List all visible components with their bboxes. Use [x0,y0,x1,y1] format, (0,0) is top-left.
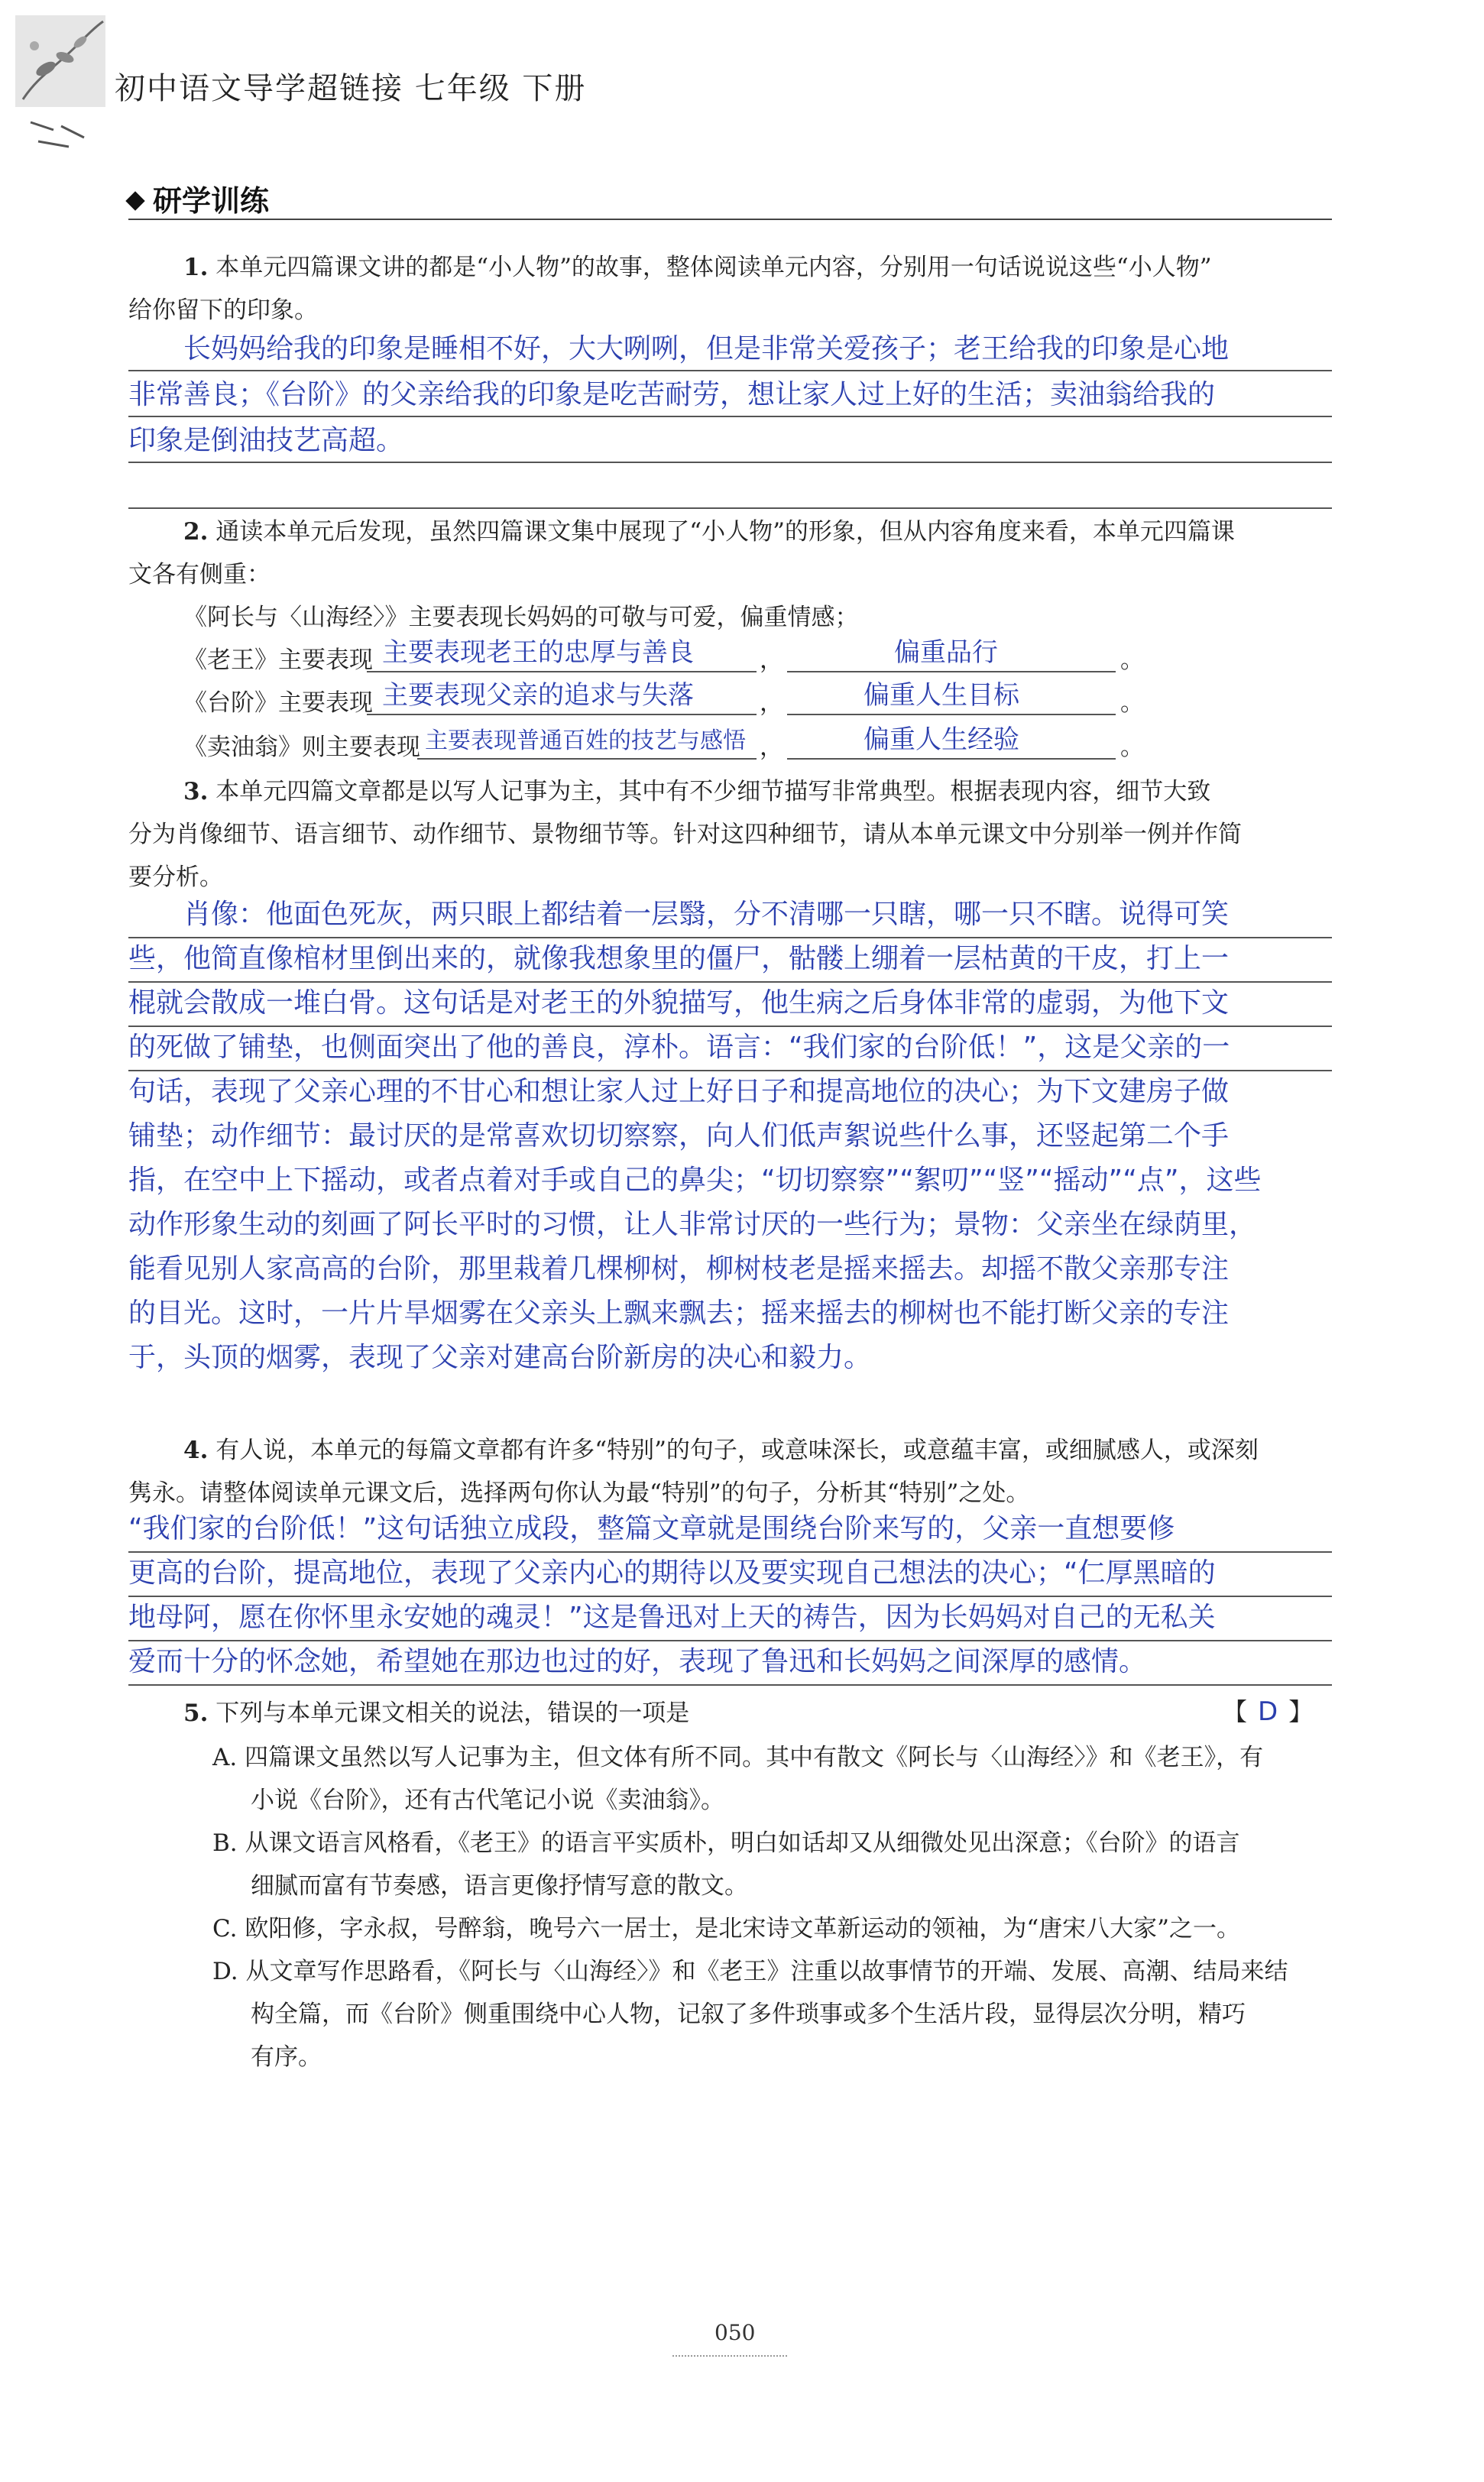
question-4-cont: 隽永。请整体阅读单元课文后，选择两句你认为最“特别”的句子，分析其“特别”之处。 [128,1479,1030,1507]
question-text: 通读本单元后发现，虽然四篇课文集中展现了“小人物”的形象，但从内容角度来看，本单元四篇课 [215,518,1235,546]
answer-3-line: 些，他简直像棺材里倒出来的，就像我想象里的僵尸，骷髅上绷着一层枯黄的干皮，打上一 [128,943,1230,974]
period: 。 [1120,734,1144,761]
answer-1-line-2: 非常善良；《台阶》的父亲给我的印象是吃苦耐劳，想让家人过上好的生活；卖油翁给我的 [128,379,1216,410]
blank-line [787,758,1116,760]
option-d [212,1950,1288,1993]
option-d-cont: 构全篇，而《台阶》侧重围绕中心人物，记叙了多件琐事或多个生活片段，显得层次分明，精巧 [251,2001,1246,2028]
option-text: 四篇课文虽然以写人记事为主，但文体有所不同。其中有散文《阿长与〈山海经〉》和《老王》，有 [245,1744,1264,1771]
answer-5: D [1258,1696,1278,1727]
option-b [212,1822,1240,1865]
q2-row-prefix: 《台阶》主要表现 [183,689,373,717]
answer-3-line: 的死做了铺垫，也侧面突出了他的善良，淳朴。语言：“我们家的台阶低！”，这是父亲的一 [128,1032,1230,1063]
option-label: B. [212,1829,238,1857]
option-text: 从文章写作思路看，《阿长与〈山海经〉》和《老王》注重以故事情节的开端、发展、高潮、结局来结 [245,1958,1288,1985]
question-1 [183,246,1330,289]
period: 。 [1120,646,1144,674]
diamond-icon [125,191,144,210]
bracket-open: 【 [1223,1697,1248,1726]
answer-3-line: 棍就会散成一堆白骨。这句话是对老王的外貌描写，他生病之后身体非常的虚弱，为他下文 [128,987,1230,1019]
question-2-cont: 文各有侧重： [128,561,271,588]
bracket-close: 】 [1288,1697,1314,1726]
q2-row-answer-a: 主要表现老王的忠厚与善良 [382,637,694,668]
q2-row-answer-b: 偏重品行 [894,637,998,668]
option-text: 从课文语言风格看，《老王》的语言平实质朴，明白如话却又从细微处见出深意；《台阶》的语言 [245,1829,1240,1857]
option-text: 欧阳修，字永叔，号醉翁，晚号六一居士，是北宋诗文革新运动的领袖，为“唐宋八大家”之一。 [245,1915,1241,1943]
blank-line [787,714,1116,715]
answer-line [128,1026,1332,1027]
q2-row-answer-b: 偏重人生目标 [864,680,1019,711]
q2-row-answer-b: 偏重人生经验 [864,724,1019,755]
question-3-cont: 要分析。 [128,864,223,891]
answer-line [128,462,1332,463]
question-text: 本单元四篇文章都是以写人记事为主，其中有不少细节描写非常典型。根据表现内容，细节大致 [215,778,1211,805]
blank-line [417,758,757,760]
option-a-cont: 小说《台阶》，还有古代笔记小说《卖油翁》。 [251,1787,724,1814]
question-1-cont: 给你留下的印象。 [128,296,318,324]
period: 。 [1120,689,1144,717]
answer-1-line-3: 印象是倒油技艺高超。 [128,425,404,456]
answer-line [128,1596,1332,1597]
page-number: 050 [714,2320,756,2345]
blank-line [787,671,1116,672]
option-b-cont: 细腻而富有节奏感，语言更像抒情写意的散文。 [251,1872,748,1900]
page-number-underline [672,2355,787,2357]
question-text: 有人说，本单元的每篇文章都有许多“特别”的句子，或意味深长，或意蕴丰富，或细腻感人，或深刻 [215,1437,1259,1464]
answer-line [128,370,1332,371]
answer-line [128,507,1332,509]
question-number: 2. [183,518,209,546]
answer-3-line: 铺垫；动作细节：最讨厌的是常喜欢切切察察，向人们低声絮说些什么事，还竖起第二个手 [128,1120,1230,1152]
answer-4-line: 爱而十分的怀念她，希望她在那边也过的好，表现了鲁迅和长妈妈之间深厚的感情。 [128,1646,1147,1677]
answer-line [128,1551,1332,1553]
option-label: C. [212,1915,238,1943]
option-c [212,1907,1240,1950]
question-number: 4. [183,1437,209,1464]
comma: ， [760,689,783,717]
question-4 [183,1429,1330,1472]
answer-3-line: 动作形象生动的刻画了阿长平时的习惯，让人非常讨厌的一些行为；景物：父亲坐在绿荫里， [128,1209,1257,1240]
answer-line [128,1684,1332,1686]
answer-4-line: “我们家的台阶低！”这句话独立成段，整篇文章就是围绕台阶来写的，父亲一直想要修 [128,1513,1175,1544]
question-3-cont: 分为肖像细节、语言细节、动作细节、景物细节等。针对这四种细节，请从本单元课文中分别举一例并作简 [128,821,1242,848]
answer-bracket [1223,1690,1313,1733]
question-5 [183,1692,1100,1735]
answer-3-line: 肖像：他面色死灰，两只眼上都结着一层翳，分不清哪一只瞎，哪一只不瞎。说得可笑 [183,899,1230,930]
blank-line [367,671,757,672]
answer-line [128,416,1332,417]
question-2-line: 《阿长与〈山海经〉》主要表现长妈妈的可敬与可爱，偏重情感； [183,604,859,631]
option-d-cont: 有序。 [251,2043,322,2071]
answer-4-line: 地母阿，愿在你怀里永安她的魂灵！”这是鲁迅对上天的祷告，因为长妈妈对自己的无私关 [128,1602,1216,1633]
question-3 [183,770,1330,813]
ink-painting-decoration [15,15,107,153]
comma: ， [760,734,783,761]
q2-row-prefix: 《卖油翁》则主要表现 [183,734,420,761]
q2-row-prefix: 《老王》主要表现 [183,646,373,674]
question-text: 下列与本单元课文相关的说法，错误的一项是 [215,1699,690,1727]
answer-3-line: 指，在空中上下摇动，或者点着对手或自己的鼻尖；“切切察察”“絮叨”“竖”“摇动”“点”，这些 [128,1165,1262,1196]
answer-line [128,1640,1332,1641]
answer-3-line: 于，头顶的烟雾，表现了父亲对建高台阶新房的决心和毅力。 [128,1342,872,1373]
option-label: A. [212,1744,238,1771]
option-label: D. [212,1958,238,1985]
q2-row-answer-a: 主要表现普通百姓的技艺与感悟 [425,727,746,754]
answer-3-line: 的目光。这时，一片片旱烟雾在父亲头上飘来飘去；摇来摇去的柳树也不能打断父亲的专注 [128,1298,1230,1329]
answer-line [128,1070,1332,1071]
answer-4-line: 更高的台阶，提高地位，表现了父亲内心的期待以及要实现自己想法的决心；“仁厚黑暗的 [128,1557,1216,1589]
question-text: 本单元四篇课文讲的都是“小人物”的故事，整体阅读单元内容，分别用一句话说说这些“小人物” [215,254,1212,281]
answer-3-line: 句话，表现了父亲心理的不甘心和想让家人过上好日子和提高地位的决心；为下文建房子做 [128,1076,1230,1107]
answer-line [128,937,1332,938]
question-number: 5. [183,1699,209,1727]
section-title [128,177,269,219]
blank-line [367,714,757,715]
section-rule [128,219,1332,220]
answer-3-line: 能看见别人家高高的台阶，那里栽着几棵柳树，柳树枝老是摇来摇去。却摇不散父亲那专注 [128,1253,1230,1285]
answer-1-line-1: 长妈妈给我的印象是睡相不好，大大咧咧，但是非常关爱孩子；老王给我的印象是心地 [183,333,1230,365]
question-number: 1. [183,254,209,281]
question-2 [183,510,1330,553]
book-title: 初中语文导学超链接 七年级 下册 [115,71,587,106]
section-title-text: 研学训练 [153,183,270,218]
question-number: 3. [183,778,209,805]
q2-row-answer-a: 主要表现父亲的追求与失落 [382,680,694,711]
answer-line [128,981,1332,983]
option-a [212,1736,1263,1779]
comma: ， [760,646,783,674]
